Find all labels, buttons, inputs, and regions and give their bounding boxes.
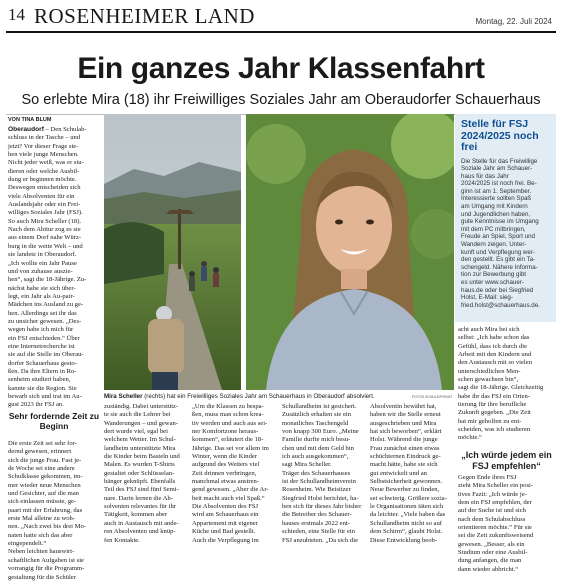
text-line: Siegfried Holst berichtet, ha- <box>282 494 359 502</box>
text-line: auf der Suche ist und sich <box>458 507 526 515</box>
text-line: hänger geknüpft. Ebenfalls <box>104 478 176 486</box>
text-line: selbst: „Ich habe schon das <box>458 334 530 342</box>
text-line: und Gesichter, auf die man <box>8 490 79 498</box>
text-line: aus einem Dorf nahe Würz- <box>8 234 82 242</box>
text-line: solventen relevantes für ihr <box>104 503 176 511</box>
caption-text: (rechts) hat ein Freiwilliges Soziales Jahr am Schauerhaus in Oberaudorf absolviert. <box>142 393 375 400</box>
text-line: le Organisationen täten sich <box>370 503 444 511</box>
text-line: Holst, E-Mail: sieg- <box>461 294 513 302</box>
text-line: chen und mit dem Geld bin <box>282 444 354 452</box>
text-line: dert wurde viel, egal bei <box>104 428 168 436</box>
column-1-lead-line <box>8 126 100 134</box>
text-line: sich einlassen müsste, ge- <box>8 498 77 506</box>
text-line: Holst. Während die junge <box>370 436 438 444</box>
text-line: Absolventin bewährt hat, <box>370 403 437 410</box>
text-line: gute Kenntnisse im Umgang <box>461 218 539 226</box>
text-line: gewesen. „Besser, als ein <box>458 540 525 548</box>
page-number: 14 <box>8 5 25 24</box>
text-line: sagt die 18-Jährige. Gleichzeitig <box>458 384 544 392</box>
text-line: Gegen Ende ihres FSJ <box>458 474 517 481</box>
text-line: paart mit der Erfahrung, das <box>8 506 83 514</box>
text-line: dem ein FSJ empfehlen, der <box>458 499 532 507</box>
text-line: dem Schirm“, glaubt Holst. <box>370 528 443 536</box>
text-line: acht auch Mira bei sich <box>458 326 520 333</box>
text-line: sagt Mira Scheller. <box>282 461 332 469</box>
column-5 <box>370 403 454 545</box>
column-3 <box>192 403 276 545</box>
text-line: Die erste Zeit sei sehr for- <box>8 440 77 447</box>
text-line: ren Absolventen und knüp- <box>104 528 176 536</box>
text-line: da leichter. „Viele haben das <box>370 511 446 519</box>
text-line: schen gewachsen bin“, <box>458 376 519 384</box>
text-line: Schullandheim nicht so auf <box>370 519 442 527</box>
text-line: mit dem PC mitbringen, <box>461 225 526 233</box>
portrait-photo-image <box>246 114 454 390</box>
text-line: senheim studiert haben, <box>8 376 71 384</box>
text-line: Schulklasse gekommen, im- <box>8 473 83 481</box>
text-line: Wandern zeigen. Unter- <box>461 241 527 249</box>
text-line: ßen, muss man schon krea- <box>192 411 264 419</box>
text-line: nen. „Nach zwei bis drei Mo- <box>8 523 86 531</box>
photo-credit: FOTOS SCHULE/PRIVAT <box>412 395 453 399</box>
text-line: gend gewesen. „Aber die Ar- <box>192 486 269 494</box>
text-line: kannte sie die Region. Sie <box>8 384 77 392</box>
text-line: sei schwierig. Größere sozia- <box>370 494 447 502</box>
text-line: dieren oder welche Ausbil- <box>8 167 80 175</box>
text-line: und von zuhause auszie- <box>8 267 73 275</box>
text-line: Neue Bewerber zu finden, <box>370 486 440 494</box>
text-line: und Jugendlichen haben, <box>461 210 531 218</box>
text-line: schluss in der Tasche – und <box>8 134 81 142</box>
text-line: Winter, wenn die Kinder <box>192 453 258 461</box>
text-line: zu unsicher gewesen. „Des- <box>8 317 82 325</box>
text-line: Träger des Schauerhauses <box>282 469 351 477</box>
text-line: kunft und Verpflegung wer- <box>461 248 535 256</box>
text-line: dorfer Schauerhaus gesto- <box>8 359 77 367</box>
text-line: bewarb sich und trat im Au- <box>8 393 82 400</box>
text-line: den gestellt. Es gibt ein Ta- <box>461 256 536 264</box>
text-line: Tätigkeit, kommen aber <box>104 511 168 519</box>
text-line: sie landete in Oberaudorf. <box>8 251 77 259</box>
text-line: Freude an Spiel, Sport und <box>461 233 535 241</box>
text-line: burg in die weite Welt – und <box>8 242 83 250</box>
text-line: möchte.“ <box>458 434 482 442</box>
text-line: gut entwickelt und an <box>370 469 427 477</box>
text-line: williges Soziales Jahr (FSJ). <box>8 209 83 217</box>
text-line: scheiden, was ich studieren <box>458 426 531 434</box>
text-line: kommen“, erläutert die 18- <box>192 436 264 444</box>
text-line: zuständig. Dabei unterstütz- <box>104 403 179 410</box>
text-line: hen“, sagt die 18-Jährige. Zu- <box>8 276 87 284</box>
column-2 <box>104 403 188 545</box>
text-line: landheim unterstützte Mira <box>104 444 176 452</box>
column-1 <box>8 126 100 410</box>
inline-subhead: Sehr fordernde Zeit zu Beginn <box>8 411 100 431</box>
text-line: ner Komfortzone heraus- <box>192 428 259 436</box>
text-line: Selbstsicherheit gewonnen. <box>370 478 443 486</box>
text-line: nächst habe sie sich über- <box>8 284 76 292</box>
column-4 <box>282 403 366 545</box>
text-line: 2024/2025 ist noch frei. Be- <box>461 180 537 188</box>
photo-caption <box>104 393 454 400</box>
text-line: Wanderungen – und gewan- <box>104 419 178 427</box>
text-line: schaftlichen Aufgaben ist sie <box>8 556 84 564</box>
text-line: unterschiedlichen Men- <box>458 367 521 375</box>
text-line: Auslandsjahr oder ein Frei- <box>8 201 81 209</box>
text-line: Schullandheim ist gesichert. <box>282 403 357 410</box>
text-line: ich auch ausgekommen“, <box>282 453 349 461</box>
text-line: die Kinder beim Basteln und <box>104 453 180 461</box>
text-line: Zukunft gegeben. „Die Zeit <box>458 409 531 417</box>
text-line: hat mir geholfen zu ent- <box>458 417 522 425</box>
text-line: sei die Zeit zukunftsweisend <box>458 532 534 540</box>
section-title: ROSENHEIMER LAND <box>34 4 255 28</box>
column-6-lower <box>458 474 555 574</box>
text-line: dung er beginnen möchte. <box>8 176 77 184</box>
dateline: Oberaudorf <box>8 126 44 133</box>
text-line: gust 2023 ihr FSJ an. <box>8 401 64 409</box>
text-line: monatliches Taschengeld <box>282 419 349 427</box>
text-line: Mädchen ins Ausland zu ge- <box>8 301 84 309</box>
caption-name: Mira Scheller <box>104 393 143 400</box>
text-line: Auch die Verpflegung im <box>192 536 259 544</box>
text-line: fen Kontakte. <box>104 536 140 544</box>
landscape-photo-image <box>104 114 241 390</box>
text-line: dung anfangen, die man <box>458 557 522 565</box>
text-line: tives Fazit: „Ich würde je- <box>458 490 527 498</box>
article-subheadline: So erlebte Mira (18) ihr Freiwilliges Soziales Jahr am Oberaudorfer Schauerhaus <box>21 92 541 108</box>
text-line: vorrangig für die Programm- <box>8 565 85 573</box>
text-line: gestaltet oder Schlüsselan- <box>104 469 175 477</box>
text-line: Frau zunächst einen etwas <box>370 444 440 452</box>
text-line: jetzt? Vor dieser Frage ste- <box>8 142 79 150</box>
text-line: den Austausch mit so vielen <box>458 359 532 367</box>
text-line: eine Internetrecherche ist <box>8 342 75 350</box>
byline: VON TINA BLUM <box>8 117 52 123</box>
text-line: hen viele junge Menschen. <box>8 151 79 159</box>
column-1-body <box>8 134 100 409</box>
info-box <box>455 114 556 322</box>
text-line: orientieren möchte.“ Für sie <box>458 524 532 532</box>
text-line: haus für das Jahr <box>461 172 509 180</box>
text-line: gestaltung für die Schüler <box>8 573 76 581</box>
article-headline: Ein ganzes Jahr Klassenfahrt <box>77 52 485 85</box>
text-line: Malen. Es wurden T-Shirts <box>104 461 175 469</box>
text-line: hauses erstmals 2022 ent- <box>282 519 350 527</box>
text-line: Küche und Bad gestellt. <box>192 528 256 536</box>
text-line: Neben leichten hauswirt- <box>8 548 75 556</box>
text-line: am Umgang mit Kindern <box>461 203 528 211</box>
text-line: Soziale Jahr am Schauer- <box>461 165 533 173</box>
photo-landscape <box>104 114 241 390</box>
column-1-lower <box>8 440 100 582</box>
text-line: wegen habe ich mich für <box>8 326 74 334</box>
text-line: Nicht jeder weiß, was er stu- <box>8 159 84 167</box>
text-line: wird am Schauerhaus ein <box>192 511 259 519</box>
text-line: legt, ein Jahr als Au-pair- <box>8 292 75 300</box>
text-line: schüchternen Eindruck ge- <box>370 453 441 461</box>
text-line: Nach dem Abitur zog es sie <box>8 226 81 234</box>
text-line: Deswegen entscheiden sich <box>8 184 81 192</box>
column-6-upper <box>458 326 555 443</box>
text-line: Teil des FSJ sind fünf Semi- <box>104 486 179 494</box>
text-line: naten hatte sich das aber <box>8 531 73 539</box>
pull-quote: „Ich würde jedem ein FSJ empfehlen“ <box>461 450 552 471</box>
text-line: zieht Mira Scheller ein posi- <box>458 482 534 490</box>
text-line: Gefühl, dass ich durch die <box>458 342 528 350</box>
text-line: sich die junge Frau. Fast je- <box>8 456 82 464</box>
text-line: „Ich wollte ein Jahr Pause <box>8 259 77 267</box>
text-line: Studium oder eine Ausbil- <box>458 549 528 557</box>
text-line: haus.de oder bei Siegfried <box>461 286 534 294</box>
text-line: Appartement mit eigener <box>192 519 258 527</box>
text-line: auch in Austausch mit ande- <box>104 519 179 527</box>
text-line: viele Absolventen für ein <box>8 192 75 200</box>
text-line: sie auf die Stelle im Oberau- <box>8 351 84 359</box>
text-line: Arbeit mit den Kindern und <box>458 351 532 359</box>
text-line: dernd gewesen, erinnert <box>8 448 72 456</box>
text-line: fried.holst@schauerhaus.de. <box>461 301 540 309</box>
text-line: Zusätzlich erhalten sie ein <box>282 411 352 419</box>
text-line: hen. Allerdings sei ihr das <box>8 309 77 317</box>
text-line: aufgrund des Wetters viel <box>192 461 260 469</box>
photo-portrait <box>246 114 454 390</box>
text-line: eingependelt.“ <box>8 540 47 548</box>
text-line: So auch Mira Scheller (18). <box>8 217 82 225</box>
text-line: die Betreiber des Schauer- <box>282 511 352 519</box>
text-line: es unter www.schauer- <box>461 279 524 286</box>
issue-date: Montag, 22. Juli 2024 <box>475 17 552 26</box>
text-line: ist der Schullandheimverein <box>282 478 356 486</box>
text-line: Zeit drinnen verbringen, <box>192 469 257 477</box>
text-line: welchem Wetter. Im Schul- <box>104 436 176 444</box>
text-line: Interessierte sollten Spaß <box>461 195 532 203</box>
text-line: tierung für ihre berufliche <box>458 401 527 409</box>
text-line: schengeld. Nähere Informa- <box>461 263 538 271</box>
text-line: habe ihr das FSJ ein Orien- <box>458 392 530 400</box>
text-line: mer wieder neue Menschen <box>8 481 81 489</box>
text-line: ginn ist am 1. September. <box>461 187 532 195</box>
text-line: te sie auch die Lehrer bei <box>104 411 171 419</box>
text-line: ben sich für dieses Jahr bisher <box>282 503 362 511</box>
text-line: FSJ anzubieten. „Da sich die <box>282 536 358 544</box>
info-box-title: Stelle für FSJ 2024/2025 noch frei <box>461 118 539 153</box>
text-line: Diese Entwicklung beob- <box>370 536 438 544</box>
text-line: Jährige. Das sei vor allem im <box>192 444 269 452</box>
text-line: dann wieder abbricht.“ <box>458 565 519 573</box>
header-rule <box>6 31 556 33</box>
text-line: ßen. Da ihre Eltern in Ro- <box>8 367 77 375</box>
text-line: manchmal etwas anstren- <box>192 478 260 486</box>
text-line: von knapp 300 Euro. „Meine <box>282 428 359 436</box>
text-line: Familie durfte mich besu- <box>282 436 351 444</box>
text-line: nach dem Schulabschluss <box>458 515 526 523</box>
info-box-text <box>455 156 556 312</box>
text-line: tiv werden und auch aus sei- <box>192 419 268 427</box>
text-line: ausgeschrieben und Mira <box>370 419 437 427</box>
text-line: ein FSJ entschieden.“ Über <box>8 334 80 342</box>
text-line: erste Mal alleine zu woh- <box>8 515 76 523</box>
text-line: Rosenheim. Wie Beisitzer <box>282 486 351 494</box>
text-line: „Um die Klassen zu bespa- <box>192 403 264 410</box>
text-line: beit macht auch viel Spaß.“ <box>192 494 265 502</box>
text-line: schieden, eine Stelle für ein <box>282 528 356 536</box>
text-line: Die Absolventen des FSJ <box>192 503 259 511</box>
text-line: – Den Schulab- <box>43 126 87 133</box>
text-line: tion zur Bewerbung gibt <box>461 271 527 279</box>
text-line: hat sich beworben“, erklärt <box>370 428 442 436</box>
text-line: macht hätte, habe sie sich <box>370 461 438 469</box>
text-line: Die Stelle für das Freiwillige <box>461 157 538 165</box>
text-line: haben wir die Stelle erneut <box>370 411 441 419</box>
text-line: nare. Darin lernen die Ab- <box>104 494 174 502</box>
text-line: de Woche sei eine andere <box>8 465 75 473</box>
